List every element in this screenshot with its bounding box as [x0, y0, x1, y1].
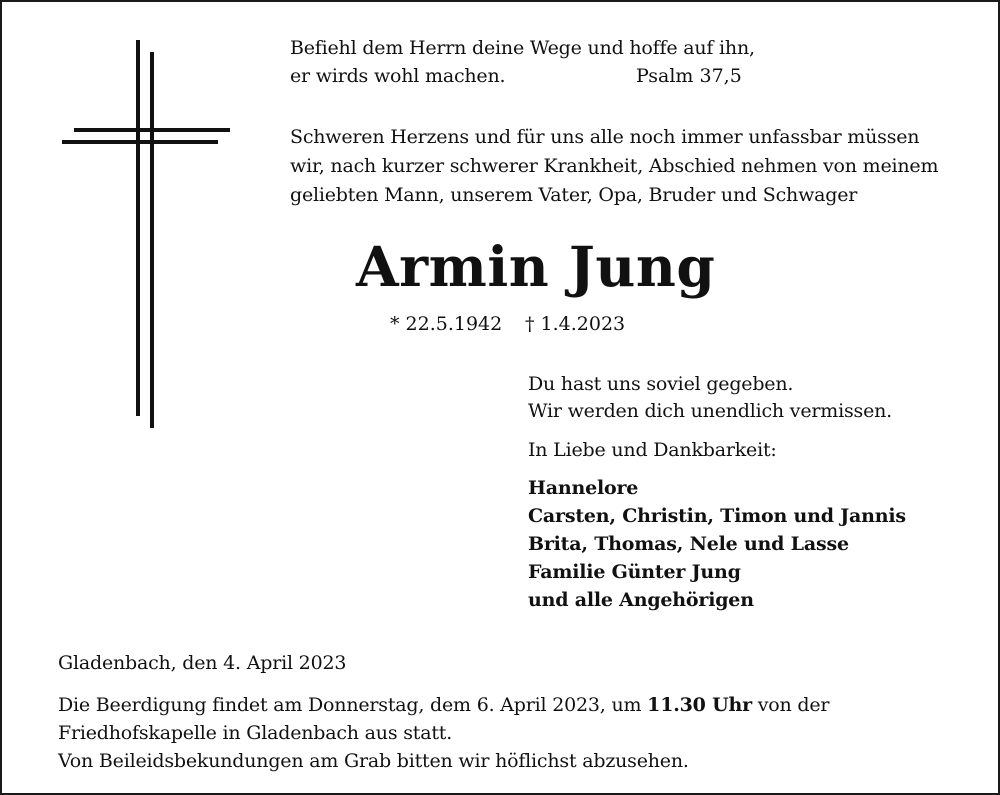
place-date: Gladenbach, den 4. April 2023: [58, 652, 347, 674]
funeral-line-1: [58, 691, 829, 719]
intro-line-3: geliebten Mann, unserem Vater, Opa, Bruder und Schwager: [290, 184, 858, 206]
farewell-line-2: Wir werden dich unendlich vermissen.: [528, 400, 892, 422]
verse-line-1: Befiehl dem Herrn deine Wege und hoffe auf ihn,: [290, 37, 755, 59]
mourner-3: Brita, Thomas, Nele und Lasse: [528, 533, 849, 555]
cross-icon: [58, 38, 238, 438]
farewell-line-1: Du hast uns soviel gegeben.: [528, 373, 794, 395]
intro-line-2: wir, nach kurzer schwerer Krankheit, Abschied nehmen von meinem: [290, 155, 939, 177]
verse-line-2: er wirds wohl machen.: [290, 65, 506, 87]
mourner-2: Carsten, Christin, Timon und Jannis: [528, 505, 906, 527]
funeral-time: 11.30 Uhr: [647, 694, 752, 716]
death-date: † 1.4.2023: [525, 313, 626, 335]
mourner-1: Hannelore: [528, 477, 639, 499]
birth-date: * 22.5.1942: [390, 313, 503, 335]
intro-line-1: Schweren Herzens und für uns alle noch immer unfassbar müssen: [290, 126, 920, 148]
mourner-4: Familie Günter Jung: [528, 561, 741, 583]
deceased-name: Armin Jung: [356, 234, 716, 299]
funeral-line-3: Von Beileidsbekundungen am Grab bitten wir höflichst abzusehen.: [58, 750, 689, 772]
funeral-line-2: Friedhofskapelle in Gladenbach aus statt.: [58, 722, 453, 744]
funeral-line-1-start: Die Beerdigung findet am Donnerstag, dem 6. April 2023, um: [58, 694, 648, 716]
verse-reference: Psalm 37,5: [636, 65, 742, 87]
funeral-line-1-end: von der: [751, 694, 830, 716]
mourner-5: und alle Angehörigen: [528, 589, 754, 611]
mourners-intro: In Liebe und Dankbarkeit:: [528, 439, 777, 461]
